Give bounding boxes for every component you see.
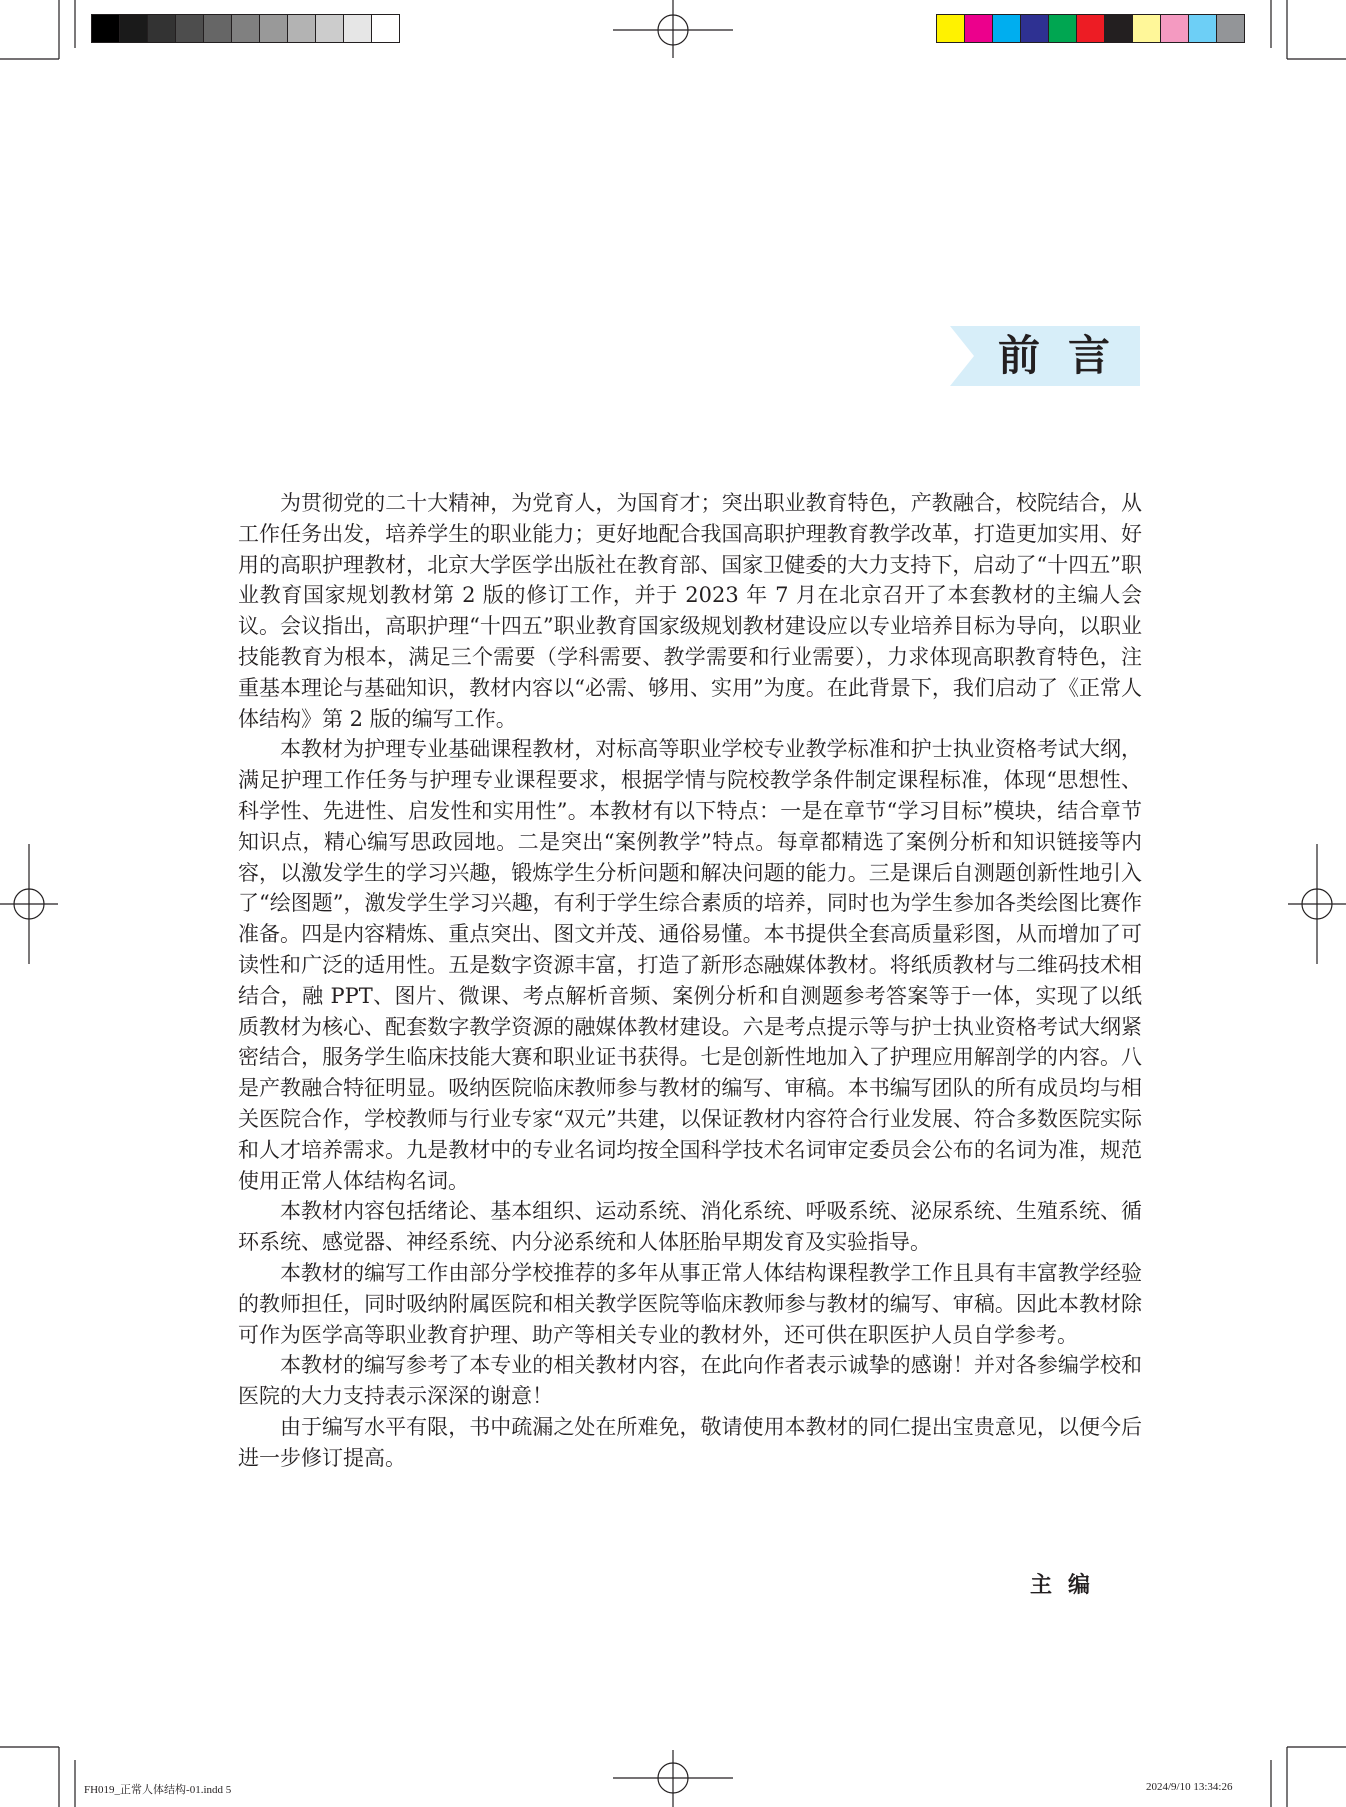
color-swatch (119, 14, 148, 43)
footer-datetime: 2024/9/10 13:34:26 (1146, 1781, 1233, 1793)
color-swatch (147, 14, 176, 43)
color-swatch (371, 14, 400, 43)
paragraph: 为贯彻党的二十大精神，为党育人，为国育才；突出职业教育特色，产教融合，校院结合，从工作任务出发，培养学生的职业能力；更好地配合我国高职护理教育教学改革，打造更加实用、好用的高职护理教材，北京大学医学出版社在教育部、国家卫健委的大力支持下，启动了“十四五”职业教育国家规划教材第 2 版的修订工作，并于 2023 年 7 月在北京召开了本套教材的主编人会议。会议指出，高职护理“十四五”职业教育国家级规划教材建设应以专业培养目标为导向，以职业技能教育为根本，满足三个需要（学科需要、教学需要和行业需要），力求体现高职教育特色，注重基本理论与基础知识，教材内容以“必需、够用、实用”为度。在此背景下，我们启动了《正常人体结构》第 2 版的编写工作。 (238, 491, 1142, 731)
color-swatch (936, 14, 965, 43)
color-swatch (1048, 14, 1077, 43)
color-swatch (992, 14, 1021, 43)
title-banner (950, 326, 1140, 386)
color-swatch (203, 14, 232, 43)
color-swatch (964, 14, 993, 43)
color-swatch (1160, 14, 1189, 43)
process-color-bar (936, 14, 1244, 43)
paragraph: 本教材为护理专业基础课程教材，对标高等职业学校专业教学标准和护士执业资格考试大纲，满足护理工作任务与护理专业课程要求，根据学情与院校教学条件制定课程标准，体现“思想性、科学性、先进性、启发性和实用性”。本教材有以下特点：一是在章节“学习目标”模块，结合章节知识点，精心编写思政园地。二是突出“案例教学”特点。每章都精选了案例分析和知识链接等内容，以激发学生的学习兴趣，锻炼学生分析问题和解决问题的能力。三是课后自测题创新性地引入了“绘图题”，激发学生学习兴趣，有利于学生综合素质的培养，同时也为学生参加各类绘图比赛作准备。四是内容精炼、重点突出、图文并茂、通俗易懂。本书提供全套高质量彩图，从而增加了可读性和广泛的适用性。五是数字资源丰富，打造了新形态融媒体教材。将纸质教材与二维码技术相结合，融 PPT、图片、微课、考点解析音频、案例分析和自测题参考答案等于一体，实现了以纸质教材为核心、配套数字教学资源的融媒体教材建设。六是考点提示等与护士执业资格考试大纲紧密结合，服务学生临床技能大赛和职业证书获得。七是创新性地加入了护理应用解剖学的内容。八是产教融合特征明显。吸纳医院临床教师参与教材的编写、审稿。本书编写团队的所有成员均与相关医院合作，学校教师与行业专家“双元”共建，以保证教材内容符合行业发展、符合多数医院实际和人才培养需求。九是教材中的专业名词均按全国科学技术名词审定委员会公布的名词为准，规范使用正常人体结构名词。 (238, 737, 1142, 1193)
color-swatch (259, 14, 288, 43)
preface-body (238, 488, 1142, 1474)
color-swatch (1216, 14, 1245, 43)
color-swatch (175, 14, 204, 43)
color-swatch (1104, 14, 1133, 43)
paragraph: 本教材内容包括绪论、基本组织、运动系统、消化系统、呼吸系统、泌尿系统、生殖系统、循环系统、感觉器、神经系统、内分泌系统和人体胚胎早期发育及实验指导。 (238, 1199, 1142, 1255)
color-swatch (231, 14, 260, 43)
color-swatch (343, 14, 372, 43)
color-swatch (1076, 14, 1105, 43)
color-swatch (1020, 14, 1049, 43)
paragraph: 由于编写水平有限，书中疏漏之处在所难免，敬请使用本教材的同仁提出宝贵意见，以便今后进一步修订提高。 (238, 1414, 1142, 1470)
color-swatch (287, 14, 316, 43)
color-swatch (1132, 14, 1161, 43)
paragraph: 本教材的编写参考了本专业的相关教材内容，在此向作者表示诚挚的感谢！并对各参编学校和医院的大力支持表示深深的谢意！ (238, 1353, 1142, 1409)
color-swatch (1188, 14, 1217, 43)
color-swatch (315, 14, 344, 43)
grayscale-color-bar (91, 14, 399, 43)
page-title: 前言 (998, 331, 1139, 380)
footer-file-info: FH019_正常人体结构-01.indd 5 (84, 1784, 232, 1796)
editor-signature: 主编 (1030, 1573, 1107, 1598)
paragraph: 本教材的编写工作由部分学校推荐的多年从事正常人体结构课程教学工作且具有丰富教学经验的教师担任，同时吸纳附属医院和相关教学医院等临床教师参与教材的编写、审稿。因此本教材除可作为医学高等职业教育护理、助产等相关专业的教材外，还可供在职医护人员自学参考。 (238, 1260, 1142, 1347)
color-swatch (91, 14, 120, 43)
